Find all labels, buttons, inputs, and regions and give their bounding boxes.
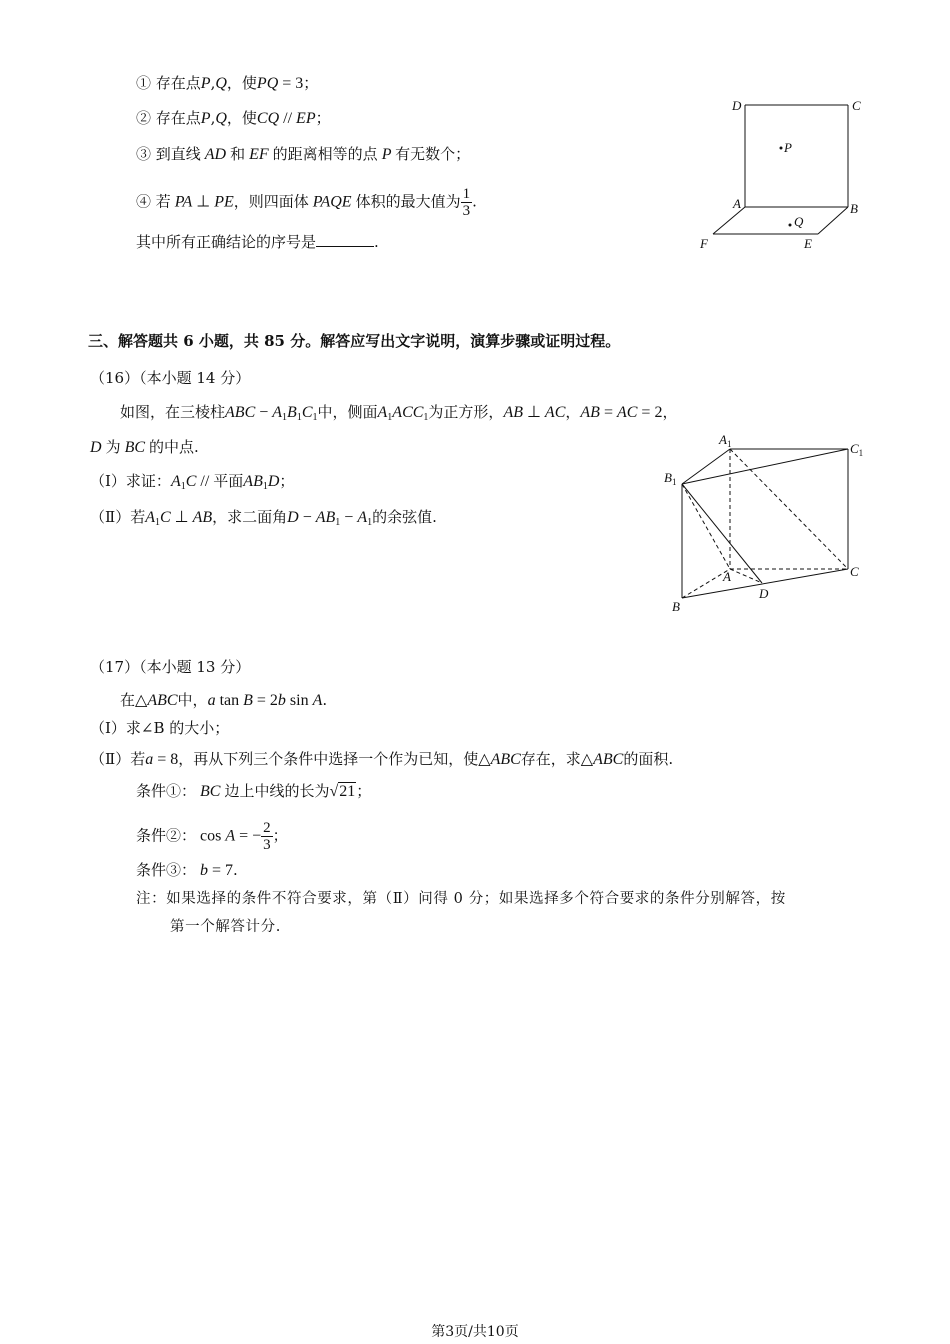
label-P: P [784, 140, 792, 155]
q16-part-1: （Ⅰ）求证：$A_1C$ // 平面$AB_1D$； [90, 472, 295, 492]
section-3-heading: 三、解答题共 6 小题，共 85 分。解答应写出文字说明，演算步骤或证明过程。 [88, 332, 621, 350]
label-F: F [700, 236, 708, 251]
label-A1: $A_1$ [719, 432, 732, 449]
condition-3: 条件③： b = 7. [136, 861, 238, 879]
label-C: C [852, 98, 861, 113]
figure-triangular-prism [660, 432, 880, 622]
label-Q: Q [794, 214, 804, 229]
answer-prompt: 其中所有正确结论的序号是 . [136, 233, 379, 251]
q16-line-1: 如图，在三棱柱ABC − $A_1B_1C_1$中，侧面$A_1ACC_1$为正方形，AB ⊥ AC，AB = AC = 2， [120, 403, 678, 423]
statement-4: ④ 若 PA ⊥ PE，则四面体 PAQE 体积的最大值为 $\frac{1}{3}$ . [136, 186, 477, 219]
label-C1: $C_1$ [850, 441, 864, 458]
label-B: B [850, 201, 858, 216]
note-line-2: 第一个解答计分. [170, 919, 281, 935]
label-B: B [672, 599, 680, 614]
sqrt-21: √21 [329, 783, 356, 800]
q17-part-2: （Ⅱ）若a = 8，再从下列三个条件中选择一个作为已知，使△ABC存在，求△ABC的面积. [90, 750, 674, 768]
fraction-one-third: $\frac{1}{3}$ [462, 186, 471, 219]
label-C: C [850, 564, 859, 579]
label-B1: $B_1$ [664, 470, 677, 487]
condition-2: 条件②： cos A = − $\frac{2}{3}$ ； [136, 820, 288, 853]
fraction-two-thirds: $\frac{2}{3}$ [263, 820, 271, 853]
note-line-1: 注：如果选择的条件不符合要求，第（Ⅱ）问得 0 分；如果选择多个符合要求的条件分别解答，按 [136, 891, 786, 907]
label-A: A [733, 196, 741, 211]
label-D: D [732, 98, 742, 113]
q17-line-1: 在△ABC中，a tan B = 2b sin A. [120, 691, 328, 709]
label-A: A [723, 569, 731, 584]
label-E: E [804, 236, 812, 251]
q17-heading: （17）（本小题 13 分） [90, 658, 251, 676]
condition-1: 条件①： BC 边上中线的长为√21； [136, 782, 372, 800]
label-D: D [759, 586, 769, 601]
q17-part-1: （Ⅰ）求∠B 的大小； [90, 719, 230, 737]
statement-2: ② 存在点P,Q，使CQ // EP； [136, 109, 331, 127]
q16-heading: （16）（本小题 14 分） [90, 369, 251, 387]
page-footer: 第3页/共10页 [431, 1324, 519, 1340]
answer-blank [316, 232, 374, 247]
statement-1: ① 存在点P,Q，使PQ = 3； [136, 74, 319, 92]
q16-line-2: D 为 BC 的中点. [90, 438, 199, 456]
statement-3: ③ 到直线 AD 和 EF 的距离相等的点 P 有无数个； [136, 145, 471, 163]
figure-square-fold [695, 95, 875, 255]
q16-part-2: （Ⅱ）若$A_1C$ ⊥ AB，求二面角$D - AB_1 - A_1$的余弦值. [90, 508, 437, 528]
